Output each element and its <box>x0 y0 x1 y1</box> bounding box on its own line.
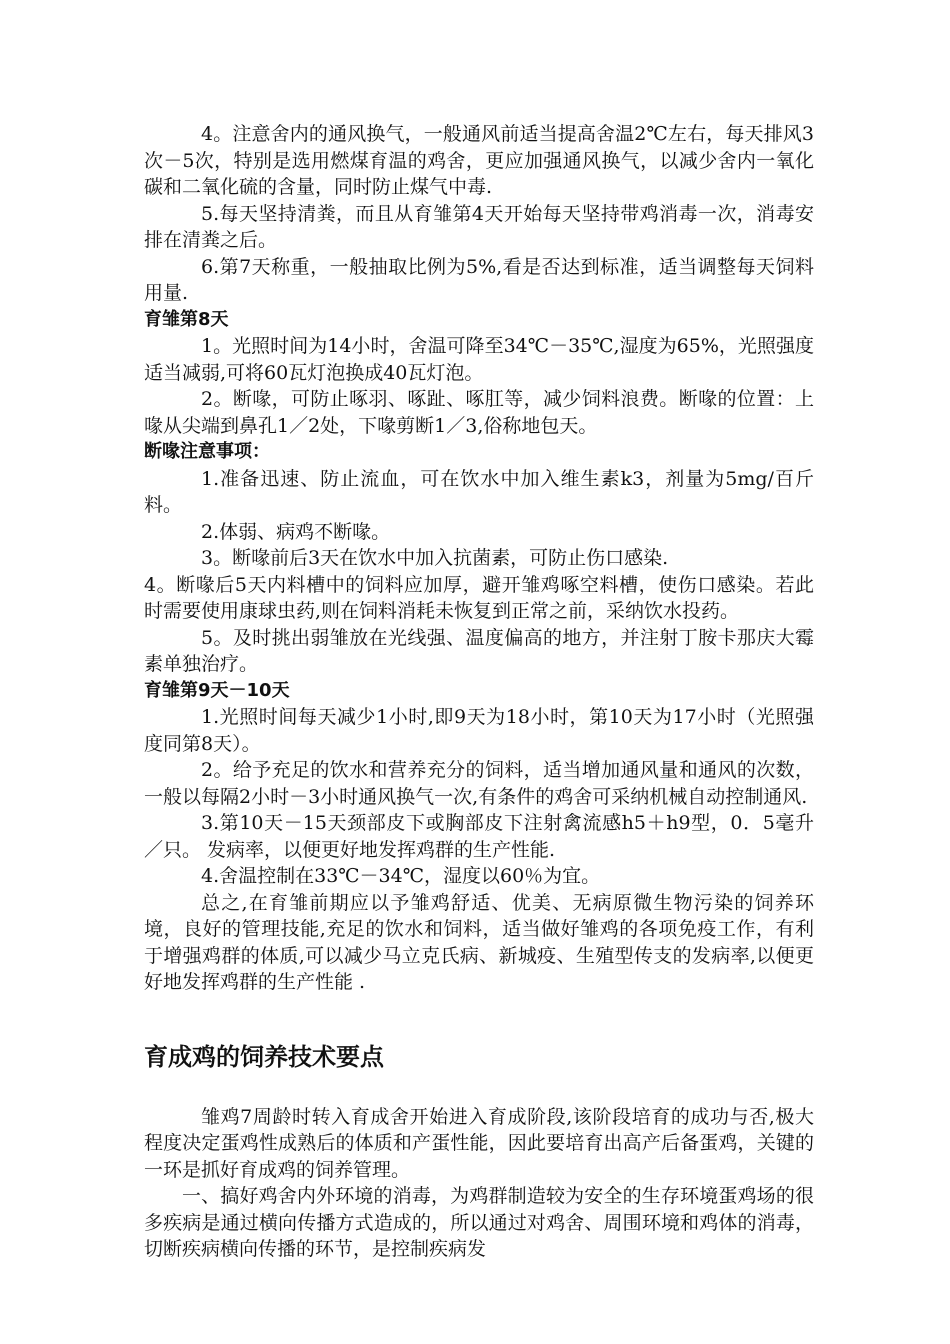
heading-beak-trimming: 断喙注意事项： <box>144 441 270 462</box>
day9-item-1: 1.光照时间每天减少1小时,即9天为18小时，第10天为17小时（光照强度同第8天）。 <box>144 706 814 755</box>
document-page <box>144 121 814 1263</box>
day8-item-1: 1。光照时间为14小时，舍温可降至34℃－35℃,湿度为65%，光照强度适当减弱,可将60瓦灯泡换成40瓦灯泡。 <box>144 335 814 384</box>
section-title: 育成鸡的饲养技术要点 <box>144 1042 384 1071</box>
paragraph-ventilation: 4。注意舍内的通风换气，一般通风前适当提高舍温2℃左右，每天排风3次－5次，特别是选用燃煤育温的鸡舍，更应加强通风换气，以减少舍内一氧化碳和二氧化硫的含量，同时防止煤气中毒. <box>144 123 814 198</box>
day9-item-2: 2。给予充足的饮水和营养充分的饲料，适当增加通风量和通风的次数，一般以每隔2小时－3小时通风换气一次,有条件的鸡舍可采纳机械自动控制通风. <box>144 759 814 808</box>
section-intro-paragraph: 雏鸡7周龄时转入育成舍开始进入育成阶段,该阶段培育的成功与否,极大程度决定蛋鸡性成熟后的体质和产蛋性能，因此要培育出高产后备蛋鸡，关键的一环是抓好育成鸡的饲养管理。 <box>144 1105 814 1181</box>
beak-item-3: 3。断喙前后3天在饮水中加入抗菌素，可防止伤口感染. <box>201 547 669 569</box>
beak-item-5: 5。及时挑出弱雏放在光线强、温度偏高的地方，并注射丁胺卡那庆大霉素单独治疗。 <box>144 626 814 675</box>
beak-item-4: 4。断喙后5天内料槽中的饲料应加厚，避开雏鸡啄空料槽，使伤口感染。若此时需要使用康球虫药,则在饲料消耗未恢复到正常之前，采纳饮水投药。 <box>144 573 814 622</box>
heading-day8: 育雏第8天 <box>144 308 229 330</box>
beak-item-2: 2.体弱、病鸡不断喙。 <box>201 520 391 543</box>
summary-paragraph: 总之,在育雏前期应以予雏鸡舒适、优美、无病原微生物污染的饲养环境，良好的管理技能,充足的饮水和饲料，适当做好雏鸡的各项免疫工作，有利于增强鸡群的体质,可以减少马立克氏病、新城疫、生殖型传支的发病率,以便更好地发挥鸡群的生产性能 . <box>144 891 814 993</box>
paragraph-weighing: 6.第7天称重，一般抽取比例为5%,看是否达到标准，适当调整每天饲料用量. <box>144 255 814 304</box>
paragraph-manure-cleaning: 5.每天坚持清粪，而且从育雏第4天开始每天坚持带鸡消毒一次，消毒安排在清粪之后。 <box>144 202 814 251</box>
day8-item-2: 2。断喙，可防止啄羽、啄趾、啄肛等，减少饲料浪费。断喙的位置：上喙从尖端到鼻孔1／2处，下喙剪断1／3,俗称地包天。 <box>144 388 814 437</box>
heading-day9-10: 育雏第9天－10天 <box>144 679 290 701</box>
beak-item-1: 1.准备迅速、防止流血，可在饮水中加入维生素k3，剂量为5mg/百斤料。 <box>144 467 814 516</box>
day9-item-3: 3.第10天－15天颈部皮下或胸部皮下注射禽流感h5＋h9型，0．5毫升／只。 发病率，以便更好地发挥鸡群的生产性能. <box>144 812 814 861</box>
day9-item-4: 4.舍温控制在33℃－34℃，湿度以60％为宜。 <box>201 865 601 887</box>
section-disinfection-paragraph: 一、搞好鸡舍内外环境的消毒，为鸡群制造较为安全的生存环境蛋鸡场的很多疾病是通过横向传播方式造成的，所以通过对鸡舍、周围环境和鸡体的消毒，切断疾病横向传播的环节，是控制疾病发 <box>144 1185 814 1260</box>
